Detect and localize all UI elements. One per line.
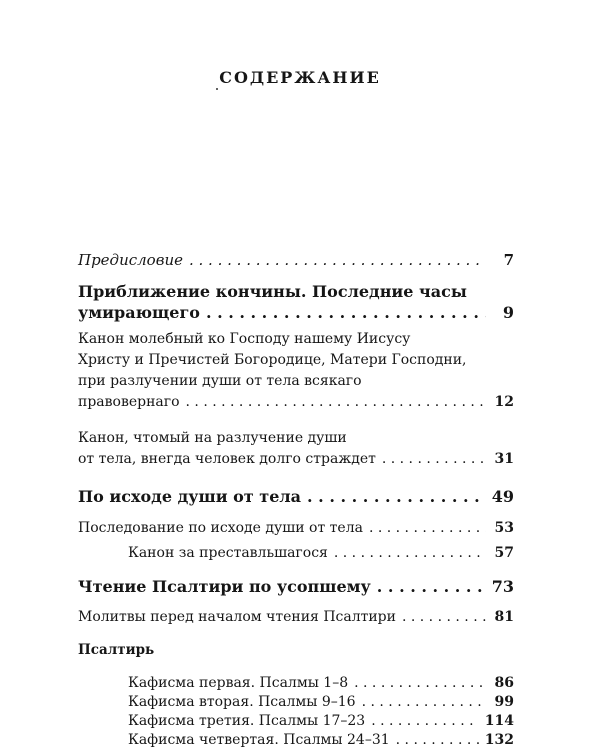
toc-entry[interactable] <box>78 518 514 539</box>
dot-leader <box>354 674 486 693</box>
page-number: 99 <box>494 694 514 710</box>
entry-title: Приближение кончины. Последние часы <box>78 282 467 301</box>
entry-title: Канон молебный ко Господу нашему Иисусу <box>78 331 411 347</box>
toc-entry[interactable] <box>78 607 514 628</box>
toc-entry[interactable] <box>128 674 514 693</box>
toc-entry-section[interactable] <box>78 486 514 507</box>
dot-leader <box>396 731 479 750</box>
page-number: 53 <box>494 520 514 536</box>
toc-entry-section[interactable] <box>78 281 514 323</box>
toc-entry[interactable] <box>128 693 514 712</box>
dot-leader <box>371 712 479 731</box>
dot-leader <box>189 250 486 271</box>
entry-title: Канон за преставльшагося <box>128 545 328 561</box>
entry-title: Кафисма первая. Псалмы 1–8 <box>128 675 349 691</box>
toc-heading-psalter <box>78 640 514 661</box>
page-title: СОДЕРЖАНИЕ <box>219 68 381 87</box>
entry-title: Кафисма третия. Псалмы 17–23 <box>128 713 366 729</box>
page-number: 7 <box>503 251 514 269</box>
entry-title: правовернаго <box>78 394 180 410</box>
print-speck <box>216 88 218 90</box>
entry-title: от тела, внегда человек долго страждет <box>78 451 376 467</box>
entry-title: Псалтирь <box>78 642 155 658</box>
toc-entry-section[interactable] <box>78 576 514 597</box>
page-number: 114 <box>484 713 514 729</box>
toc-entry[interactable] <box>78 428 514 470</box>
entry-title: Кафисма вторая. Псалмы 9–16 <box>128 694 356 710</box>
toc-entry[interactable] <box>128 731 514 750</box>
entry-title: Предисловие <box>78 251 183 269</box>
entry-title: умирающего <box>78 303 200 322</box>
dot-leader <box>377 576 486 597</box>
entry-title: Канон, чтомый на разлучение души <box>78 430 347 446</box>
toc-entry[interactable] <box>78 329 514 413</box>
page-number: 73 <box>491 577 514 596</box>
page-number: 49 <box>491 487 514 506</box>
entry-title: Последование по исходе души от тела <box>78 520 363 536</box>
entry-title: при разлучении души от тела всякаго <box>78 373 362 389</box>
toc-entry-preface[interactable] <box>78 250 514 271</box>
entry-title: По исходе души от тела <box>78 487 302 506</box>
page-number: 86 <box>494 675 514 691</box>
dot-leader <box>186 392 486 413</box>
page-number: 81 <box>494 609 514 625</box>
entry-title: Христу и Пречистей Богородице, Матери Господни, <box>78 352 467 368</box>
toc-entry[interactable] <box>128 712 514 731</box>
dot-leader <box>402 607 486 628</box>
toc-entry[interactable] <box>128 543 514 564</box>
dot-leader <box>334 543 486 564</box>
page-number: 9 <box>502 303 514 322</box>
entry-title: Чтение Псалтири по усопшему <box>78 577 371 596</box>
dot-leader <box>369 518 486 539</box>
page-number: 12 <box>494 394 514 410</box>
entry-title: Молитвы перед началом чтения Псалтири <box>78 609 396 625</box>
page-number: 57 <box>494 545 514 561</box>
page-number: 31 <box>494 451 514 467</box>
entry-title: Кафисма четвертая. Псалмы 24–31 <box>128 732 390 748</box>
dot-leader <box>206 302 486 323</box>
dot-leader <box>307 486 486 507</box>
page-number: 132 <box>484 732 514 748</box>
dot-leader <box>362 693 486 712</box>
dot-leader <box>382 449 486 470</box>
